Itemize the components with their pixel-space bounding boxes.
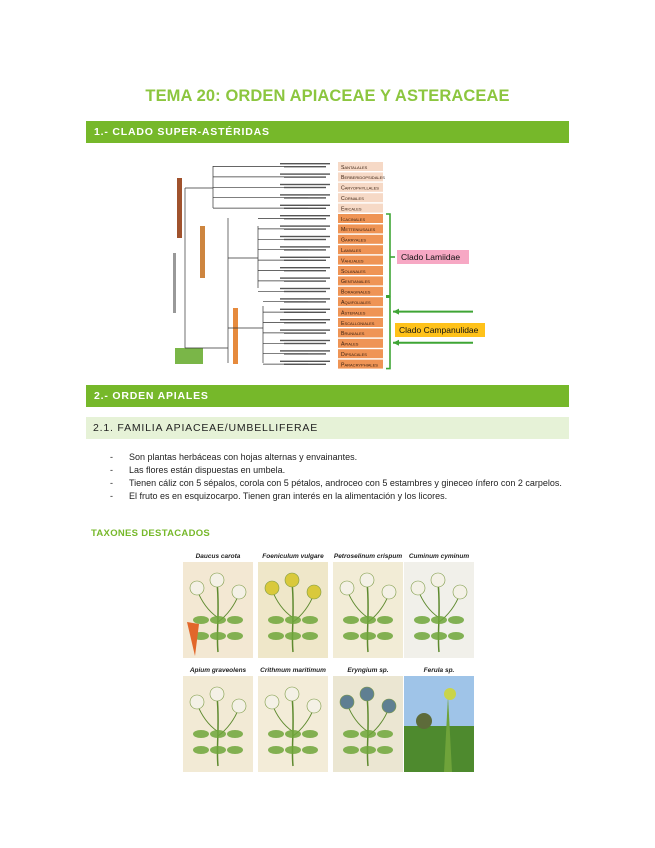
section-heading-1: 1.- CLADO SUPER-ASTÉRIDAS — [86, 121, 569, 143]
taxon-tick — [284, 322, 326, 323]
leaf — [360, 746, 376, 754]
leaf — [377, 730, 393, 738]
list-item: - Tienen cáliz con 5 sépalos, corola con 5 pétalos, androceo con 5 estambres y gineceo ínfero con 2 carpelos. — [110, 478, 562, 488]
leaf — [227, 746, 243, 754]
umbel — [285, 573, 299, 587]
taxon-card — [404, 552, 474, 658]
taxon-tick — [284, 270, 326, 271]
leaf — [227, 632, 243, 640]
taxon-tick — [280, 236, 330, 237]
leaf — [343, 632, 359, 640]
cuminum-cyminum-illustration — [404, 562, 474, 658]
leaf — [343, 616, 359, 624]
umbel — [340, 695, 354, 709]
taxon-tick — [280, 298, 330, 299]
bullet-marker: - — [110, 478, 113, 488]
leaf — [285, 616, 301, 624]
taxon-tick — [280, 173, 330, 174]
order-label: Paracryphiales — [341, 362, 378, 369]
taxon-tick — [284, 332, 326, 333]
bullet-marker: - — [110, 452, 113, 462]
leaf — [285, 746, 301, 754]
foeniculum-vulgare-illustration — [258, 562, 328, 658]
daucus-carota-illustration — [183, 562, 253, 658]
umbel — [232, 585, 246, 599]
order-label: Lamiales — [341, 248, 362, 254]
taxon-tick — [284, 280, 326, 281]
umbel — [265, 695, 279, 709]
leaf — [210, 746, 226, 754]
apium-graveolens-illustration — [183, 676, 253, 772]
petroselinum-crispum-illustration — [333, 562, 403, 658]
taxon-tick — [284, 166, 326, 167]
umbel — [360, 573, 374, 587]
leaf — [285, 730, 301, 738]
order-label: Dipsacales — [341, 352, 367, 358]
taxon-tick — [284, 197, 326, 198]
order-label: Ericales — [341, 206, 362, 213]
arrow-head — [393, 309, 399, 315]
taxon-name: Foeniculum vulgare — [262, 553, 324, 560]
umbel — [210, 687, 224, 701]
leaf — [377, 746, 393, 754]
umbel — [431, 573, 445, 587]
list-item: - Las flores están dispuestas en umbela. — [110, 465, 286, 475]
umbel — [210, 573, 224, 587]
umbel — [382, 585, 396, 599]
leaf — [193, 746, 209, 754]
taxon-tick — [284, 228, 326, 229]
taxon-card — [183, 552, 253, 658]
order-label: Gentianales — [341, 279, 370, 286]
order-label: Caryophyllales — [341, 185, 379, 192]
taxon-tick — [280, 350, 330, 351]
rank-strip — [200, 226, 205, 278]
order-label: Garryales — [341, 237, 367, 244]
leaf — [210, 632, 226, 640]
umbel — [232, 699, 246, 713]
umbel — [307, 585, 321, 599]
taxon-tick — [284, 301, 326, 302]
bullet-marker: - — [110, 491, 113, 501]
arrow-head — [393, 340, 399, 346]
taxon-tick — [280, 288, 330, 289]
page-title: TEMA 20: ORDEN APIACEAE Y ASTERACEAE — [145, 87, 510, 105]
leaf — [302, 746, 318, 754]
side-strip — [173, 253, 176, 313]
leaf — [360, 616, 376, 624]
order-label: Aquifoliales — [341, 300, 371, 306]
phylogeny-figure — [173, 158, 484, 371]
order-label: Solanales — [341, 268, 366, 275]
leaf — [431, 632, 447, 640]
characteristics-list — [110, 451, 570, 503]
taxon-tick — [280, 184, 330, 185]
taxon-card — [404, 666, 474, 772]
leaf — [343, 746, 359, 754]
taxon-card — [258, 666, 328, 772]
taxon-tick — [280, 225, 330, 226]
umbel — [382, 699, 396, 713]
order-label: Escalloniales — [341, 320, 375, 327]
rank-strip — [233, 308, 238, 364]
bullet-marker: - — [110, 465, 113, 475]
leaf — [210, 616, 226, 624]
leaf — [360, 632, 376, 640]
taxon-name: Apium graveolens — [189, 667, 247, 674]
umbel — [190, 695, 204, 709]
umbel — [360, 687, 374, 701]
leaf — [193, 730, 209, 738]
umbel — [453, 585, 467, 599]
taxon-tick — [284, 208, 326, 209]
umbel — [340, 581, 354, 595]
order-label: Vahliales — [341, 258, 364, 265]
order-label: Berberidopsidales — [341, 175, 385, 182]
list-item: - El fruto es en esquizocarpo. Tienen gran interés en la alimentación y los licores. — [110, 491, 448, 501]
taxon-tick — [280, 215, 330, 216]
order-label: Cornales — [341, 196, 364, 202]
taxon-tick — [280, 340, 330, 341]
taxon-name: Cuminum cyminum — [408, 553, 470, 560]
leaf — [302, 730, 318, 738]
taxon-tick — [284, 343, 326, 344]
taxa-heading: TAXONES DESTACADOS — [91, 528, 211, 539]
taxon-name: Eryngium sp. — [347, 667, 389, 674]
eryngium-illustration — [333, 676, 403, 772]
clade-lamiidae-label: Clado Lamiidae — [397, 250, 469, 264]
taxon-card — [333, 666, 403, 772]
section-heading-2: 2.- ORDEN APIALES — [86, 385, 569, 407]
taxon-card — [333, 552, 403, 658]
lamiidae-bracket — [386, 214, 390, 296]
leaf — [360, 730, 376, 738]
crithmum-maritimum-illustration — [258, 676, 328, 772]
taxon-tick — [280, 329, 330, 330]
taxon-card — [258, 552, 328, 658]
leaf — [448, 616, 464, 624]
umbel — [190, 581, 204, 595]
taxon-tick — [284, 187, 326, 188]
taxon-tick — [280, 361, 330, 362]
leaf — [227, 730, 243, 738]
legend-box — [175, 348, 203, 364]
taxon-tick — [284, 249, 326, 250]
taxon-tick — [284, 176, 326, 177]
leaf — [268, 616, 284, 624]
order-label: Icacinales — [341, 216, 366, 223]
taxon-tick — [280, 205, 330, 206]
order-label: Asterales — [341, 310, 366, 317]
phylogeny-tree — [173, 158, 484, 371]
taxon-tick — [280, 257, 330, 258]
order-label: Santalales — [341, 164, 368, 171]
campanulidae-bracket — [386, 297, 390, 368]
order-label: Apiales — [341, 341, 359, 348]
taxon-name: Daucus carota — [195, 553, 241, 560]
taxon-name: Crithmum maritimum — [260, 667, 326, 674]
order-label: Bruniales — [341, 331, 365, 338]
order-label: Metteniusales — [341, 227, 376, 234]
clade-campanulidae-label: Clado Campanulidae — [395, 323, 485, 337]
leaf — [414, 632, 430, 640]
taxon-tick — [280, 309, 330, 310]
rank-strip — [177, 178, 182, 238]
leaf — [431, 616, 447, 624]
taxon-tick — [280, 163, 330, 164]
taxon-tick — [280, 267, 330, 268]
leaf — [210, 730, 226, 738]
leaf — [302, 616, 318, 624]
taxon-tick — [284, 218, 326, 219]
taxon-tick — [284, 239, 326, 240]
taxon-tick — [280, 194, 330, 195]
ferula-photo — [404, 676, 474, 772]
list-item: - Son plantas herbáceas con hojas alternas y envainantes. — [110, 452, 358, 462]
taxon-tick — [280, 277, 330, 278]
foliage — [404, 726, 474, 772]
leaf — [302, 632, 318, 640]
leaf — [227, 616, 243, 624]
taxon-card — [183, 666, 253, 772]
leaf — [268, 730, 284, 738]
umbel — [411, 581, 425, 595]
leaf — [285, 632, 301, 640]
leaf — [377, 632, 393, 640]
leaf — [268, 632, 284, 640]
taxon-tick — [280, 319, 330, 320]
subsection-heading-2-1: 2.1. FAMILIA APIACEAE/UMBELLIFERAE — [86, 417, 569, 439]
leaf — [193, 616, 209, 624]
taxon-name: Petroselinum crispum — [333, 553, 403, 560]
taxon-tick — [284, 364, 326, 365]
leaf — [414, 616, 430, 624]
taxon-name: Ferula sp. — [423, 667, 455, 674]
leaf — [343, 730, 359, 738]
order-label: Boraginales — [341, 289, 371, 296]
leaf — [268, 746, 284, 754]
taxon-tick — [284, 291, 326, 292]
umbel — [285, 687, 299, 701]
leaf — [448, 632, 464, 640]
taxon-tick — [284, 353, 326, 354]
umbel — [444, 688, 456, 700]
taxon-tick — [280, 246, 330, 247]
taxon-tick — [284, 260, 326, 261]
leaf — [377, 616, 393, 624]
umbel — [307, 699, 321, 713]
umbel — [265, 581, 279, 595]
taxon-tick — [284, 312, 326, 313]
figure-shape — [416, 713, 432, 729]
